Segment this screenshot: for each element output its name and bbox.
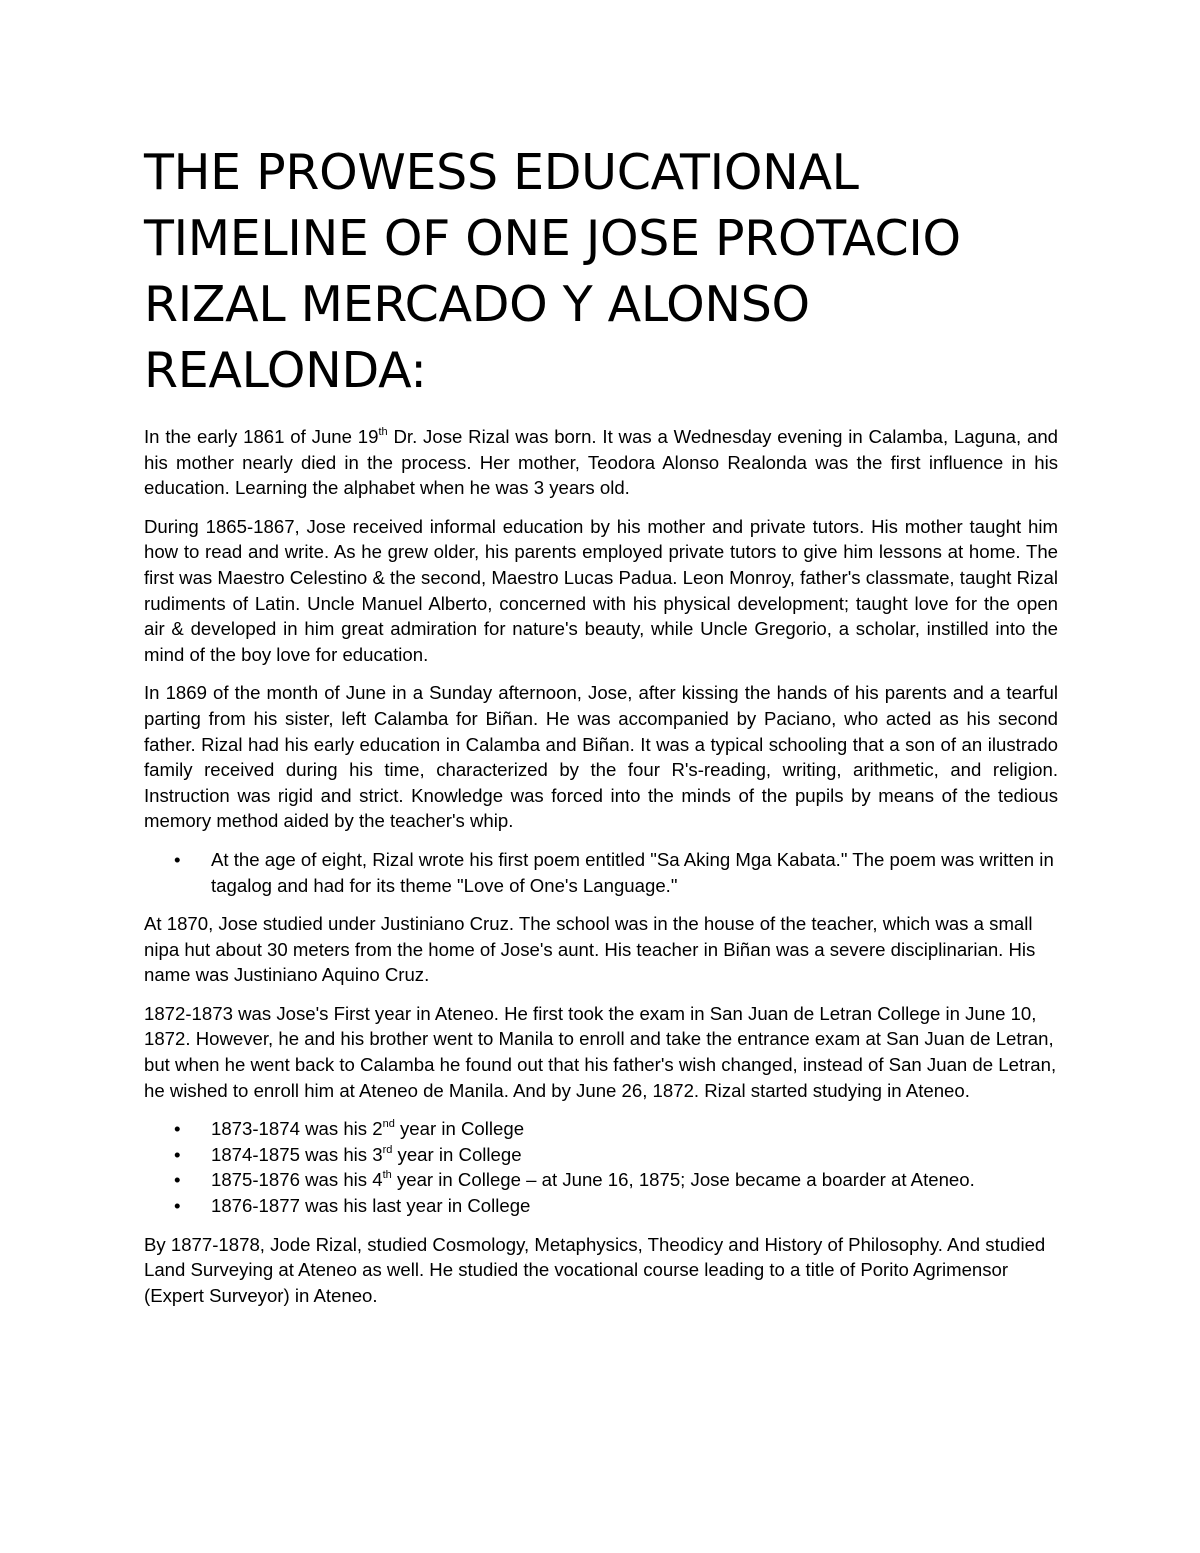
bullet-icon: • <box>174 1195 181 1217</box>
paragraph-binan: In 1869 of the month of June in a Sunday afternoon, Jose, after kissing the hands of his parents and a tearful parting from his sister, left Calamba for Biñan. He was accompanied by Paciano, who acted as his second father. Rizal had his early education in Calamba and Biñan. It was a typical schooling that a son of an ilustrado family received during his time, characterized by the four R's-reading, writing, arithmetic, and religion. Instruction was rigid and strict. Knowledge was forced into the minds of the pupils by means of the tedious memory method aided by the teacher's whip. <box>144 682 1058 832</box>
title-line: THE PROWESS EDUCATIONAL <box>144 144 859 201</box>
bullet-icon: • <box>174 1118 181 1140</box>
document-title <box>144 140 1058 404</box>
paragraph-informal-education: During 1865-1867, Jose received informal education by his mother and private tutors. His mother taught him how to read and write. As he grew older, his parents employed private tutors to give him lessons at home. The first was Maestro Celestino & the second, Maestro Lucas Padua. Leon Monroy, father's classmate, taught Rizal rudiments of Latin. Uncle Manuel Alberto, concerned with his physical development; taught love for the open air & developed in him great admiration for nature's beauty, while Uncle Gregorio, a scholar, instilled into the mind of the boy love for education. <box>144 515 1058 665</box>
title-line: RIZAL MERCADO Y ALONSO <box>144 276 810 333</box>
bullet-icon: • <box>174 848 181 870</box>
list-item: • 1876-1877 was his last year in College <box>144 1193 1058 1219</box>
list-item: • 1873-1874 was his 2nd year in College <box>144 1116 1058 1142</box>
list-item: • 1875-1876 was his 4th year in College – at June 16, 1875; Jose became a boarder at Ateneo. <box>144 1167 1058 1193</box>
paragraph-justiniano: At 1870, Jose studied under Justiniano Cruz. The school was in the house of the teacher, which was a small nipa hut about 30 meters from the home of Jose's aunt. His teacher in Biñan was a severe disciplinarian. His name was Justiniano Aquino Cruz. <box>144 913 1036 986</box>
paragraph-birth: In the early 1861 of June 19th Dr. Jose Rizal was born. It was a Wednesday evening in Calamba, Laguna, and his mother nearly died in the process. Her mother, Teodora Alonso Realonda was the first influence in his education. Learning the alphabet when he was 3 years old. <box>144 426 1058 499</box>
bullet-list-poem <box>144 847 1058 898</box>
list-item: • At the age of eight, Rizal wrote his first poem entitled "Sa Aking Mga Kabata." The poem was written in tagalog and had for its theme "Love of One's Language." <box>174 848 1054 896</box>
document-page <box>144 140 1058 1321</box>
bullet-icon: • <box>174 1169 181 1191</box>
title-line: TIMELINE OF ONE JOSE PROTACIO <box>144 210 961 267</box>
paragraph-philosophy: By 1877-1878, Jode Rizal, studied Cosmology, Metaphysics, Theodicy and History of Philosophy. And studied Land Surveying at Ateneo as well. He studied the vocational course leading to a title of Porito Agrimensor (Expert Surveyor) in Ateneo. <box>144 1233 1046 1306</box>
title-line: REALONDA: <box>144 342 427 399</box>
bullet-list-college-years <box>144 1116 1058 1218</box>
bullet-icon: • <box>174 1143 181 1165</box>
list-item: • 1874-1875 was his 3rd year in College <box>144 1142 1058 1168</box>
paragraph-ateneo: 1872-1873 was Jose's First year in Ateneo. He first took the exam in San Juan de Letran College in June 10, 1872. However, he and his brother went to Manila to enroll and take the entrance exam at San Juan de Letran, but when he went back to Calamba he found out that his father's wish changed, instead of San Juan de Letran, he wished to enroll him at Ateneo de Manila. And by June 26, 1872. Rizal started studying in Ateneo. <box>144 1002 1057 1101</box>
